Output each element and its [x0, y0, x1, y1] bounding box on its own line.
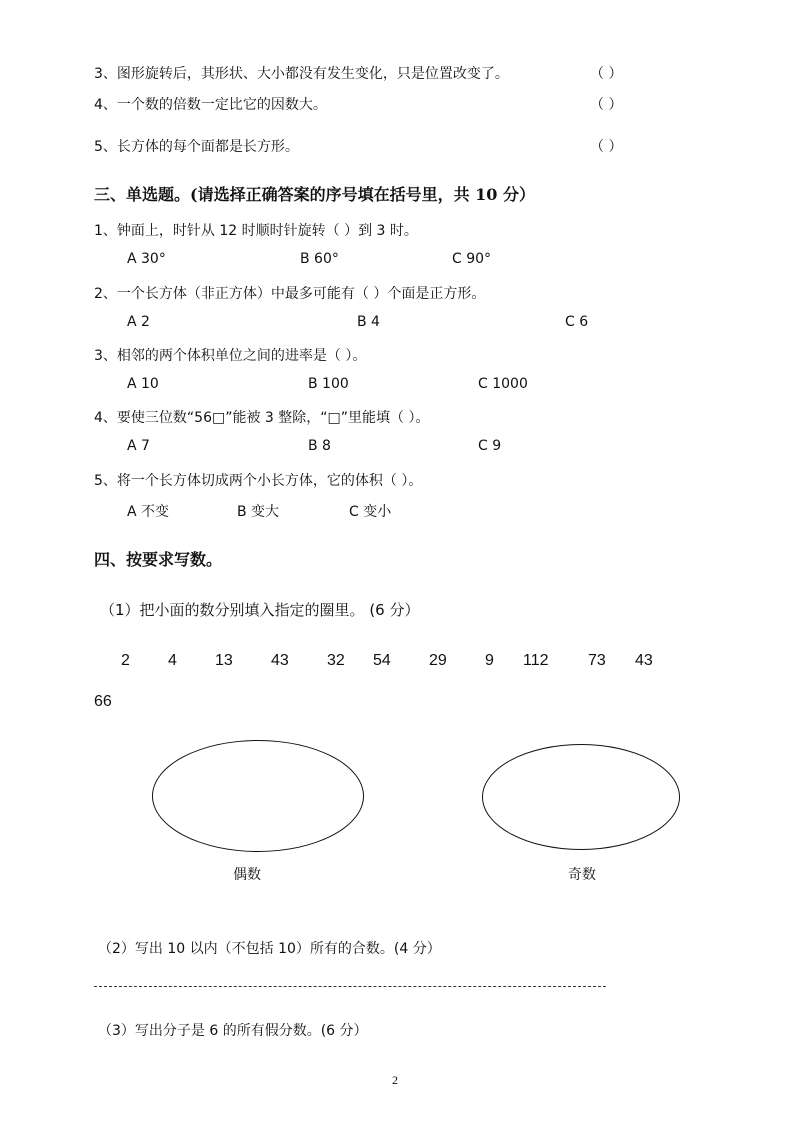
odd-number-circle[interactable] — [482, 744, 680, 850]
number-item: 73 — [588, 652, 606, 669]
number-item: 29 — [429, 652, 447, 669]
mc-5-option-c: C 变小 — [349, 504, 392, 520]
mc-4-option-b: B 8 — [308, 438, 331, 454]
mc-3-option-b: B 100 — [308, 376, 349, 392]
judge-4-text: 4、一个数的倍数一定比它的因数大。 — [94, 97, 327, 113]
mc-4-option-c: C 9 — [478, 438, 502, 454]
judge-4-answer-blank[interactable]: （ ） — [590, 97, 623, 113]
even-number-circle[interactable] — [152, 740, 364, 852]
judge-5-text: 5、长方体的每个面都是长方形。 — [94, 139, 299, 155]
mc-1-option-c: C 90° — [452, 251, 492, 267]
mc-1-option-a: A 30° — [127, 251, 166, 267]
mc-3-question: 3、相邻的两个体积单位之间的进率是（ ）。 — [94, 348, 367, 364]
number-item: 4 — [168, 652, 177, 669]
number-item: 43 — [271, 652, 289, 669]
section4-part2-prompt: （2）写出 10 以内（不包括 10）所有的合数。(4 分） — [98, 941, 441, 957]
mc-2-option-a: A 2 — [127, 314, 150, 330]
page-number: 2 — [392, 1073, 398, 1087]
number-item: 13 — [215, 652, 233, 669]
mc-2-question: 2、一个长方体（非正方体）中最多可能有（ ）个面是正方形。 — [94, 286, 486, 302]
mc-3-option-a: A 10 — [127, 376, 159, 392]
odd-label: 奇数 — [568, 867, 596, 883]
mc-2-option-c: C 6 — [565, 314, 589, 330]
section4-title: 四、按要求写数。 — [94, 550, 223, 569]
mc-1-question: 1、钟面上，时针从 12 时顺时针旋转（ ）到 3 时。 — [94, 223, 418, 239]
mc-5-option-a: A 不变 — [127, 504, 170, 520]
number-item: 66 — [94, 693, 112, 710]
section4-part1-prompt: （1）把小面的数分别填入指定的圈里。 (6 分） — [100, 601, 420, 619]
mc-1-option-b: B 60° — [300, 251, 339, 267]
mc-5-option-b: B 变大 — [237, 504, 280, 520]
number-item: 54 — [373, 652, 391, 669]
section3-title: 三、单选题。(请选择正确答案的序号填在括号里，共 10 分） — [94, 185, 535, 204]
number-item: 112 — [523, 652, 549, 669]
number-item: 2 — [121, 652, 130, 669]
answer-line[interactable] — [94, 986, 606, 987]
judge-3-text: 3、图形旋转后，其形状、大小都没有发生变化，只是位置改变了。 — [94, 66, 509, 82]
number-item: 32 — [327, 652, 345, 669]
mc-2-option-b: B 4 — [357, 314, 380, 330]
mc-3-option-c: C 1000 — [478, 376, 528, 392]
judge-5-answer-blank[interactable]: （ ） — [590, 139, 623, 155]
section4-part3-prompt: （3）写出分子是 6 的所有假分数。(6 分） — [98, 1023, 368, 1039]
even-label: 偶数 — [233, 867, 261, 883]
mc-5-question: 5、将一个长方体切成两个小长方体，它的体积（ ）。 — [94, 473, 423, 489]
number-item: 43 — [635, 652, 653, 669]
mc-4-question: 4、要使三位数“56□”能被 3 整除，“□”里能填（ ）。 — [94, 410, 430, 426]
number-item: 9 — [485, 652, 494, 669]
judge-3-answer-blank[interactable]: （ ） — [590, 66, 623, 82]
mc-4-option-a: A 7 — [127, 438, 150, 454]
